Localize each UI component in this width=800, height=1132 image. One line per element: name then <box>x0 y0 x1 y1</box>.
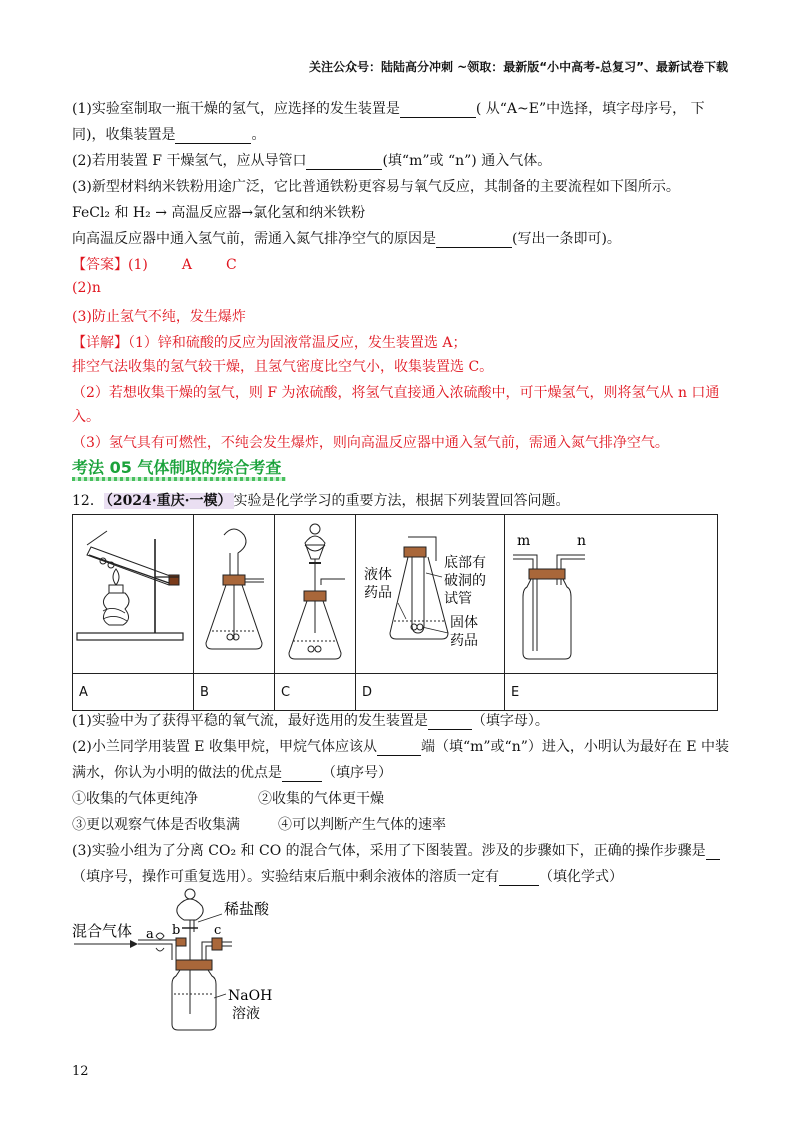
question-text: (3)实验小组为了分离 CO₂ 和 CO 的混合气体，采用了下图装置。涉及的步骤如下，正确的操作步骤是 <box>72 843 706 859</box>
apparatus-c-drawing <box>275 515 355 669</box>
question-text: (1)实验室制取一瓶干燥的氢气，应选择的发生装置是 <box>72 101 400 117</box>
question-text: 同)，收集装置是 <box>72 127 176 143</box>
option-3: ③更以观察气体是否收集满 <box>72 817 240 833</box>
d-solid-label-2: 药品 <box>450 633 478 649</box>
apparatus-b-cell <box>194 515 275 674</box>
apparatus-label-c: C <box>275 674 356 711</box>
apparatus-label-b: B <box>194 674 275 711</box>
detail-line: （2）若想收集干燥的氢气，则 F 为浓硫酸，将氢气直接通入浓硫酸中，可干燥氢气，则将氢气从 n 口通 <box>72 385 720 401</box>
question-text: 端（填“m”或“n”）进入，小明认为最好在 E 中装 <box>420 739 729 755</box>
process-flow: FeCl₂ 和 H₂ → 高温反应器→氯化氢和纳米铁粉 <box>72 205 366 221</box>
answer-line: (3)防止氢气不纯，发生爆炸 <box>72 309 246 325</box>
question-text: (1)实验中为了获得平稳的氧气流，最好选用的发生装置是 <box>72 713 428 729</box>
detail-line: （3）氢气具有可燃性，不纯会发生爆炸，则向高温反应器中通入氢气前，需通入氮气排净空气。 <box>72 435 669 451</box>
valve-c-label: c <box>214 923 222 938</box>
section-title: 考法 05 气体制取的综合考查 <box>72 458 282 477</box>
apparatus-a-drawing <box>73 515 193 669</box>
answer-value: C <box>225 257 237 273</box>
question-text: (填“m”或 “n”) 通入气体。 <box>382 153 552 169</box>
valve-a-label: a <box>146 927 154 942</box>
answer-blank <box>436 231 512 248</box>
question-source: （2024·重庆·一模） <box>105 493 232 509</box>
mixed-gas-label: 混合气体 <box>72 922 133 940</box>
question-line <box>72 866 623 886</box>
question-text: （填序号） <box>322 765 392 781</box>
question-line <box>72 228 621 248</box>
question-line <box>72 150 551 170</box>
naoh-label: NaOH <box>228 988 273 1004</box>
apparatus-c-cell <box>275 515 356 674</box>
section-underline <box>72 477 286 481</box>
apparatus-e-drawing <box>505 515 717 669</box>
answer-blank <box>706 843 720 860</box>
page-number: 12 <box>72 1064 89 1079</box>
answer-blank <box>428 713 472 730</box>
answer-blank <box>499 869 539 886</box>
question-text: （填序号，操作可重复选用）。实验结束后瓶中剩余液体的溶质一定有 <box>72 869 499 885</box>
d-liquid-label-1: 液体 <box>364 567 392 583</box>
option-2: ②收集的气体更干燥 <box>258 791 384 807</box>
question-text: (2)小兰同学用装置 E 收集甲烷，甲烷气体应该从 <box>72 739 377 755</box>
page-header: 关注公众号：陆陆高分冲刺 ~领取：最新版“小中高考-总复习”、最新试卷下载 <box>309 60 728 74</box>
d-tube-label-2: 破洞的 <box>444 573 486 589</box>
valve-b-label: b <box>172 923 181 938</box>
answer-value: A <box>181 257 192 273</box>
question-line <box>72 762 392 782</box>
detail-line: 【详解】（1）锌和硫酸的反应为固液常温反应，发生装置选 A； <box>72 335 467 351</box>
apparatus-label-a: A <box>73 674 194 711</box>
question-stem <box>72 490 570 510</box>
separation-figure <box>72 884 292 1034</box>
answer-line <box>72 254 237 274</box>
answer-blank <box>306 153 382 170</box>
detail-line: 入。 <box>72 409 100 425</box>
question-line <box>72 710 549 730</box>
question-text: (2)若用装置 F 干燥氢气，应从导管口 <box>72 153 307 169</box>
question-text: 。 <box>251 127 266 143</box>
question-text: (写出一条即可)。 <box>512 231 621 247</box>
solution-label: 溶液 <box>232 1006 260 1022</box>
question-line <box>72 124 265 144</box>
detail-line: 排空气法收集的氢气较干燥，且氢气密度比空气小，收集装置选 C。 <box>72 359 494 375</box>
d-liquid-label-2: 药品 <box>364 585 392 601</box>
answer-blank <box>175 127 251 144</box>
question-text: ( 从“A~E”中选择，填字母序号， 下 <box>475 101 705 117</box>
answer-blank <box>400 101 476 118</box>
question-text: 实验是化学学习的重要方法，根据下列装置回答问题。 <box>233 493 570 509</box>
option-1: ①收集的气体更纯净 <box>72 791 198 807</box>
question-line <box>72 840 720 860</box>
apparatus-d-drawing <box>356 515 504 669</box>
apparatus-label-d: D <box>356 674 505 711</box>
question-text: （填化学式） <box>539 869 623 885</box>
d-tube-label-1: 底部有 <box>444 555 486 571</box>
option-4: ④可以判断产生气体的速率 <box>278 817 446 833</box>
answer-blank <box>282 765 322 782</box>
question-line: (3)新型材料纳米铁粉用途广泛，它比普通铁粉更容易与氧气反应，其制备的主要流程如下图所示。 <box>72 179 680 195</box>
apparatus-a-cell <box>73 515 194 674</box>
apparatus-b-drawing <box>194 515 274 669</box>
apparatus-d-cell <box>356 515 505 674</box>
apparatus-table <box>72 514 718 711</box>
answer-line: (2)n <box>72 280 101 296</box>
question-line <box>72 736 729 756</box>
apparatus-e-cell <box>505 515 718 674</box>
d-solid-label-1: 固体 <box>450 615 478 631</box>
apparatus-label-e: E <box>505 674 718 711</box>
acid-label: 稀盐酸 <box>224 900 270 918</box>
question-number: 12． <box>72 493 104 509</box>
question-line <box>72 98 705 118</box>
e-port-n: n <box>577 533 587 549</box>
d-tube-label-3: 试管 <box>444 591 472 607</box>
question-text: 向高温反应器中通入氢气前，需通入氮气排净空气的原因是 <box>72 231 436 247</box>
question-text: （填字母）。 <box>471 713 549 729</box>
answer-label: 【答案】(1) <box>72 257 148 273</box>
answer-blank <box>377 739 421 756</box>
e-port-m: m <box>517 533 531 549</box>
question-text: 满水，你认为小明的做法的优点是 <box>72 765 282 781</box>
